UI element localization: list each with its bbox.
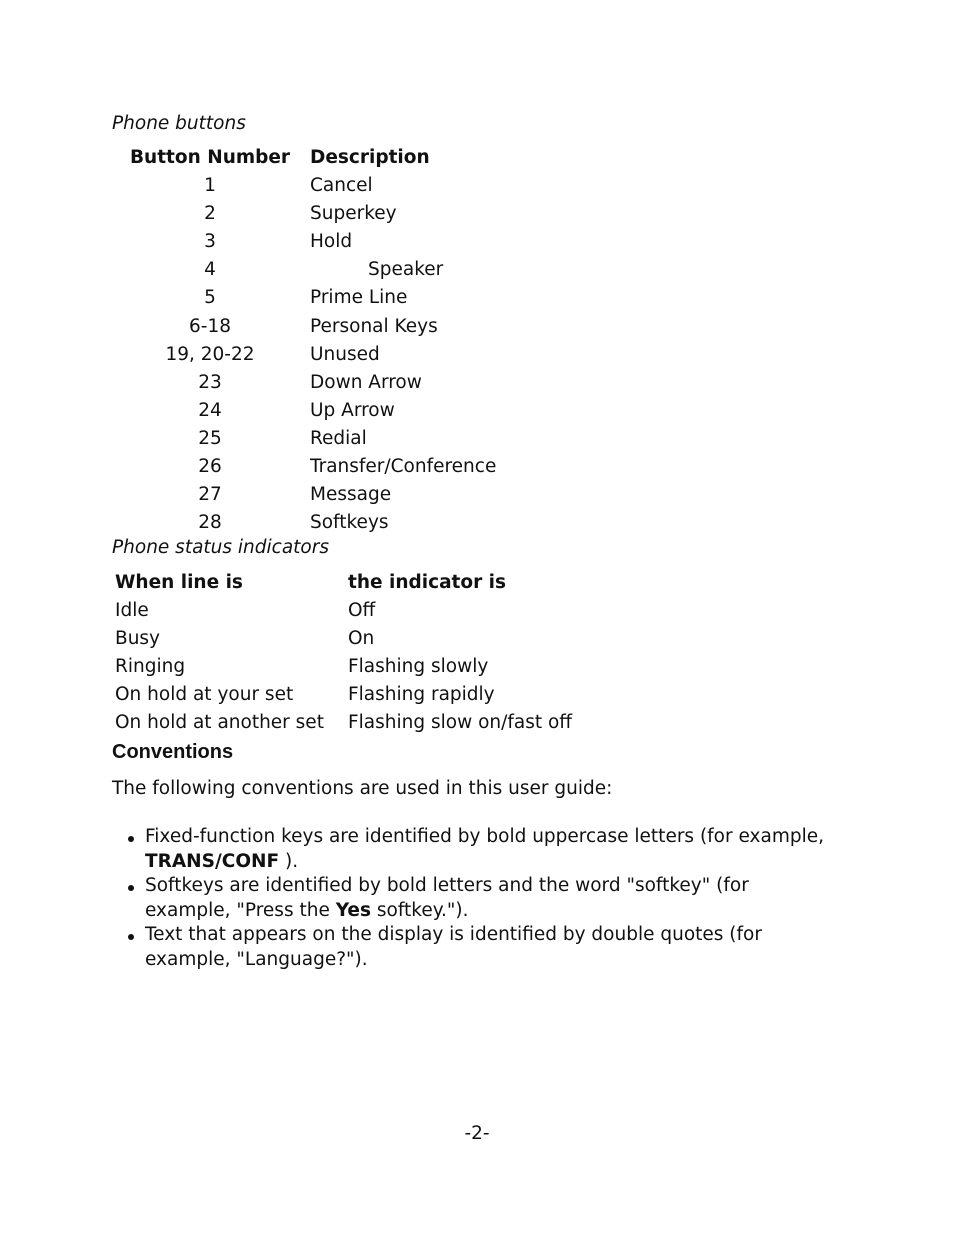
line-state-cell: Busy <box>115 628 161 649</box>
button-number-cell: 3 <box>204 231 216 252</box>
table-row <box>0 316 954 338</box>
button-number-cell: 4 <box>204 259 216 280</box>
bold-softkey-text: Yes <box>335 900 371 921</box>
button-description-cell: Redial <box>310 428 367 449</box>
button-number-cell: 19, 20-22 <box>165 344 255 365</box>
bullet-text: Text that appears on the display is identified by double quotes (for <box>145 924 762 945</box>
button-description-cell: Cancel <box>310 175 373 196</box>
button-description-cell: Softkeys <box>310 512 389 533</box>
button-number-cell: 23 <box>198 372 222 393</box>
table-header-row <box>0 572 954 594</box>
button-number-cell: 6-18 <box>189 316 231 337</box>
table-row <box>0 231 954 253</box>
table-row <box>0 684 954 706</box>
page-number: -2- <box>464 1123 490 1144</box>
table-row <box>0 203 954 225</box>
bullet-text-continuation <box>145 902 469 921</box>
table-row <box>0 344 954 366</box>
button-number-cell: 25 <box>198 428 222 449</box>
table-row <box>0 259 954 281</box>
button-number-cell: 24 <box>198 400 222 421</box>
table-row <box>0 400 954 422</box>
phone-buttons-table <box>0 0 954 540</box>
bold-key-text: TRANS/CONF <box>145 851 280 872</box>
line-state-cell: On hold at another set <box>115 712 324 733</box>
table-row <box>0 628 954 650</box>
line-state-cell: Ringing <box>115 656 186 677</box>
column-header-when-line-is: When line is <box>115 572 243 593</box>
button-number-cell: 5 <box>204 287 216 308</box>
table-row <box>0 428 954 450</box>
table-row <box>0 656 954 678</box>
bullet-icon <box>128 934 134 940</box>
table-row <box>0 456 954 478</box>
button-description-cell: Superkey <box>310 203 397 224</box>
indicator-state-cell: Flashing slow on/fast off <box>348 712 573 733</box>
indicator-state-cell: Off <box>348 600 376 621</box>
bullet-icon <box>128 836 134 842</box>
table-row <box>0 175 954 197</box>
bullet-text-tail: softkey."). <box>370 900 469 921</box>
column-header-button-number: Button Number <box>129 147 291 168</box>
button-description-cell: Unused <box>310 344 380 365</box>
button-description-cell: Transfer/Conference <box>310 456 497 477</box>
table-row <box>0 484 954 506</box>
button-number-cell: 1 <box>204 175 216 196</box>
button-number-cell: 27 <box>198 484 222 505</box>
bullet-icon <box>128 885 134 891</box>
column-header-description: Description <box>310 147 430 168</box>
bullet-text: Fixed-function keys are identified by bold uppercase letters (for example, <box>145 826 824 847</box>
button-description-cell: Up Arrow <box>310 400 395 421</box>
phone-buttons-title: Phone buttons <box>112 113 246 134</box>
bullet-text: Softkeys are identified by bold letters and the word "softkey" (for <box>145 875 749 896</box>
button-description-cell: Speaker <box>368 259 444 280</box>
indicator-state-cell: Flashing rapidly <box>348 684 495 705</box>
button-description-cell: Personal Keys <box>310 316 438 337</box>
button-number-cell: 2 <box>204 203 216 224</box>
conventions-intro: The following conventions are used in this user guide: <box>112 778 613 799</box>
bullet-text-continuation <box>145 853 298 872</box>
table-row <box>0 712 954 734</box>
button-description-cell: Message <box>310 484 392 505</box>
button-description-cell: Hold <box>310 231 353 252</box>
button-number-cell: 26 <box>198 456 222 477</box>
indicator-state-cell: On <box>348 628 375 649</box>
bullet-text-continuation: example, "Language?"). <box>145 949 368 970</box>
line-state-cell: On hold at your set <box>115 684 294 705</box>
column-header-indicator: the indicator is <box>348 572 507 593</box>
status-indicators-title: Phone status indicators <box>112 537 329 558</box>
table-header-row <box>0 147 954 169</box>
table-row <box>0 287 954 309</box>
table-row <box>0 600 954 622</box>
table-row <box>0 512 954 534</box>
conventions-heading: Conventions <box>112 741 234 763</box>
button-description-cell: Prime Line <box>310 287 408 308</box>
bullet-text-tail: ). <box>279 851 299 872</box>
table-row <box>0 372 954 394</box>
button-number-cell: 28 <box>198 512 222 533</box>
line-state-cell: Idle <box>115 600 149 621</box>
bullet-text-head: example, "Press the <box>145 900 336 921</box>
button-description-cell: Down Arrow <box>310 372 422 393</box>
indicator-state-cell: Flashing slowly <box>348 656 489 677</box>
